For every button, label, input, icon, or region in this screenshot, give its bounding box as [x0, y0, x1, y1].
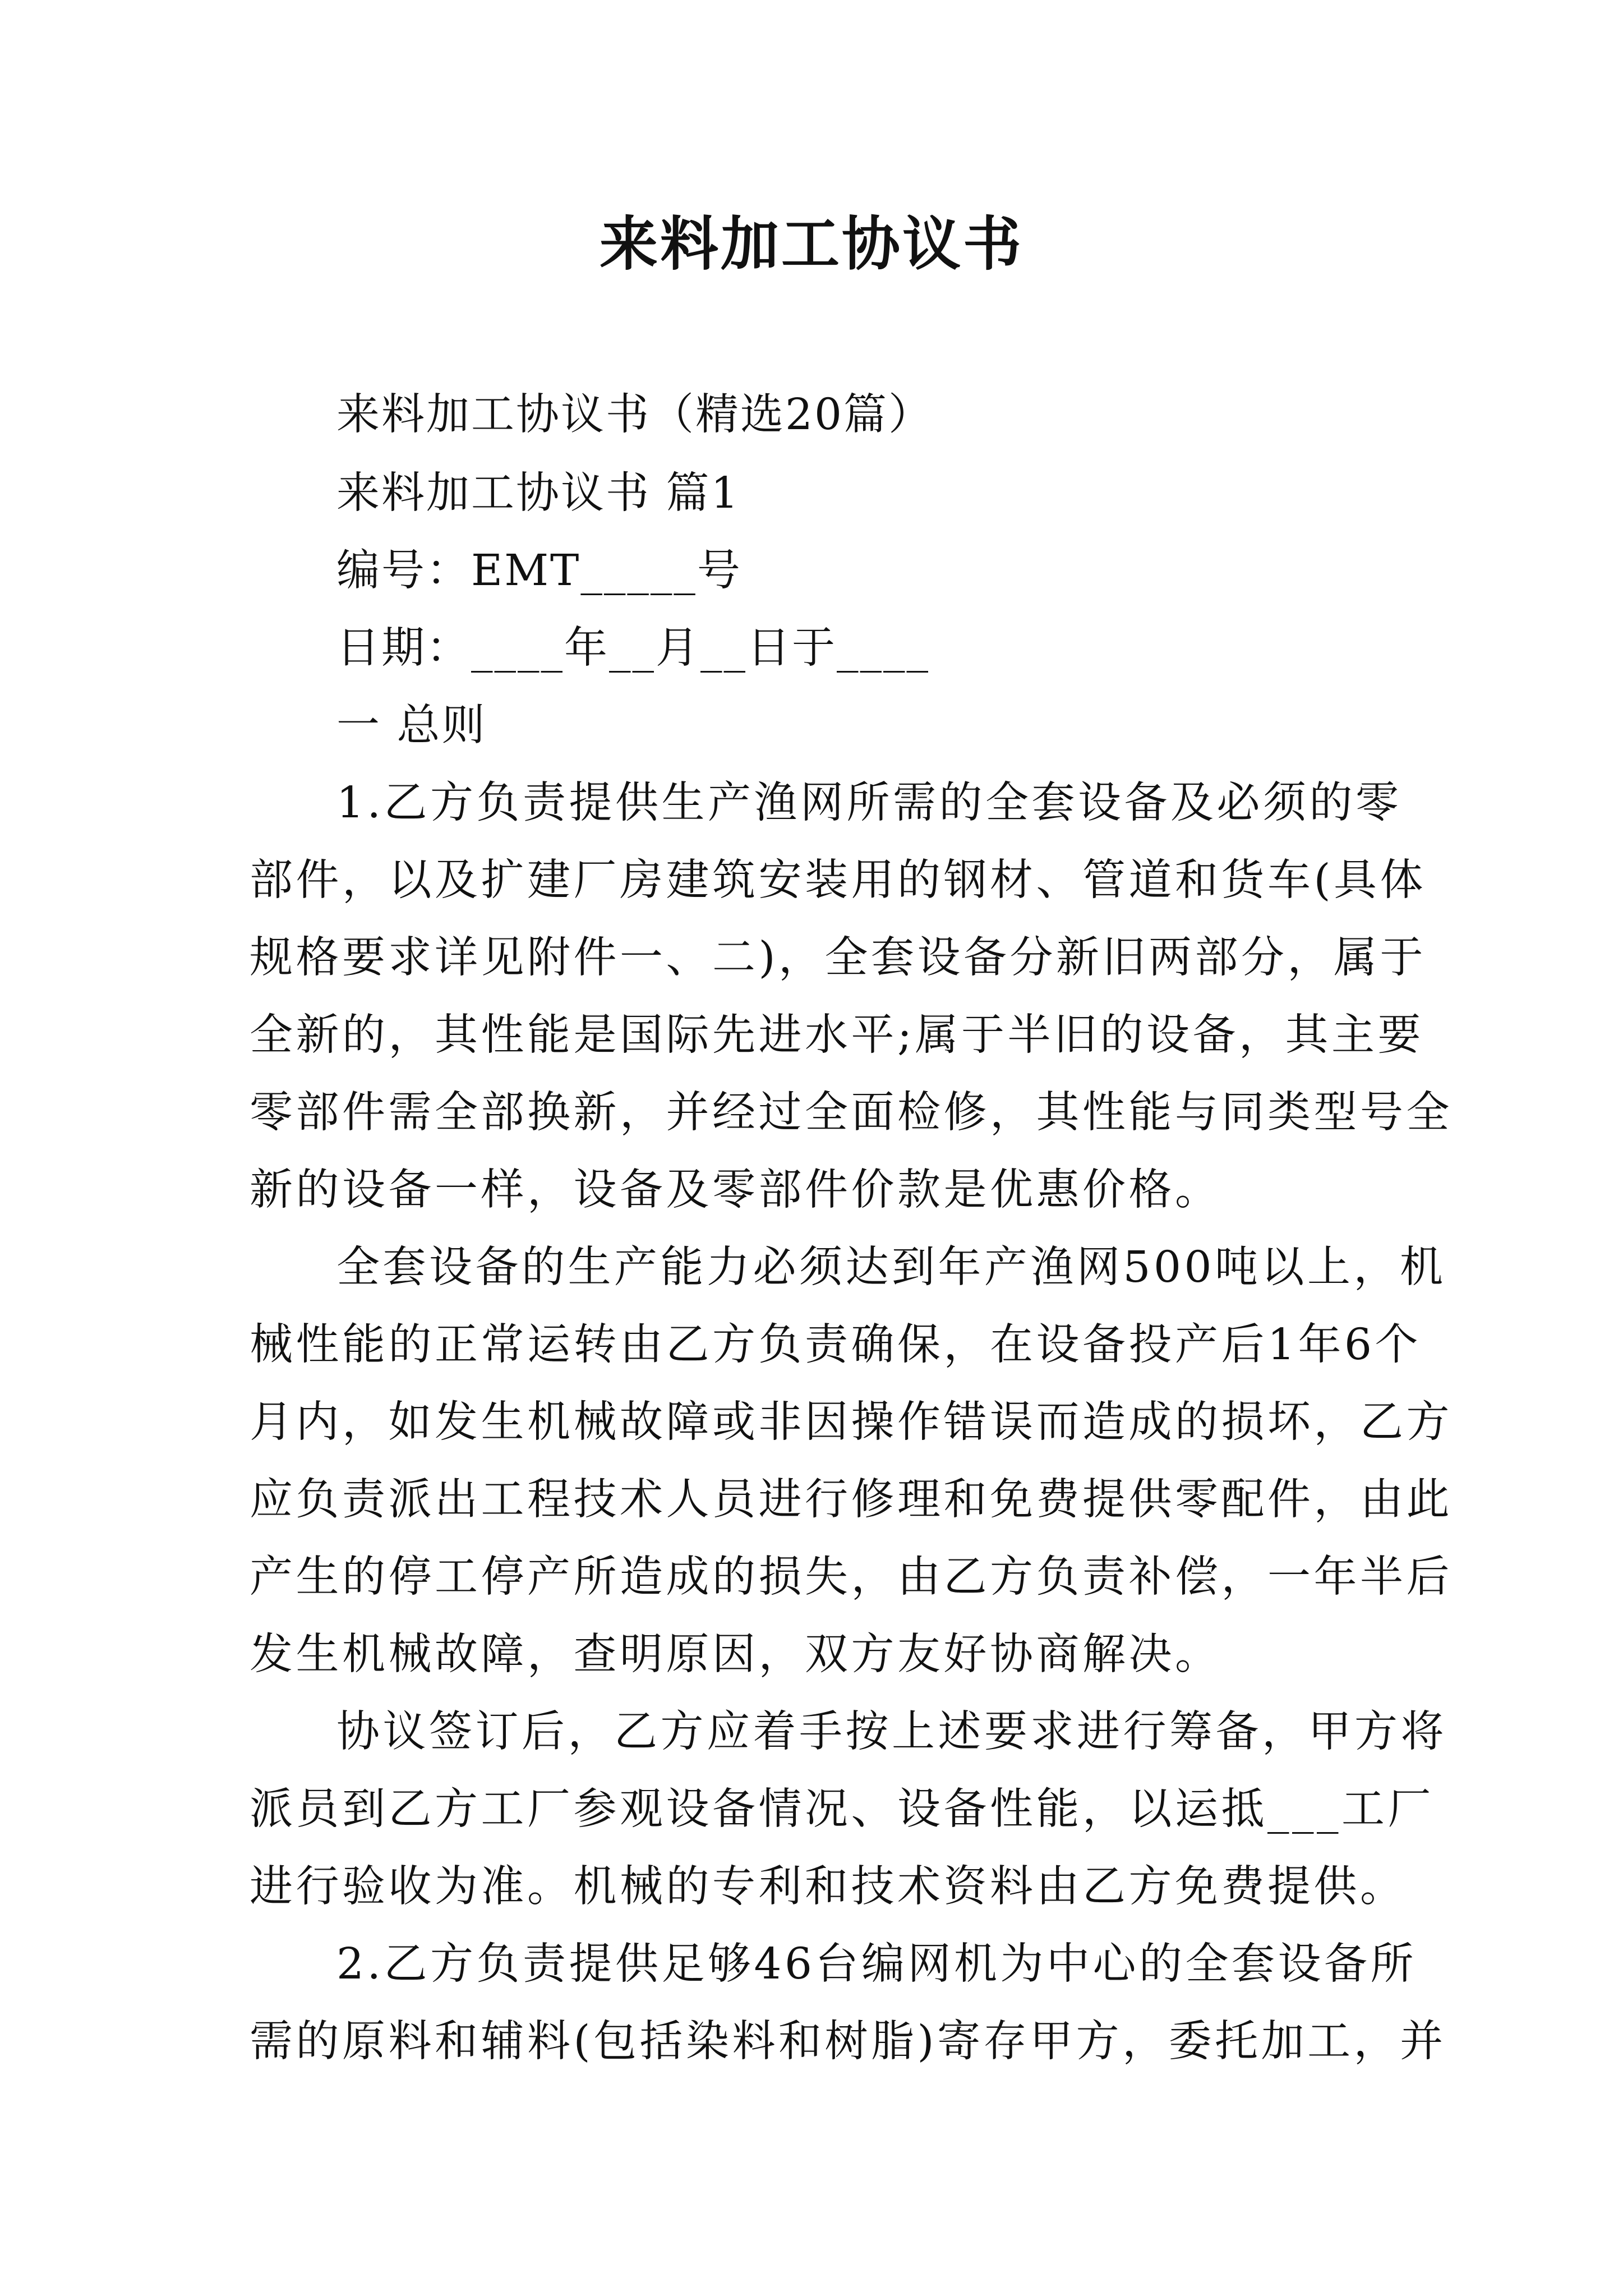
paragraph-line: 新的设备一样，设备及零部件价款是优惠价格。: [250, 1165, 1221, 1215]
paragraph-line: 产生的停工停产所造成的损失，由乙方负责补偿，一年半后: [250, 1552, 1453, 1602]
paragraph-line: 全套设备的生产能力必须达到年产渔网500吨以上，机: [336, 1243, 1446, 1292]
document-title: 来料加工协议书: [599, 209, 1023, 278]
paragraph-line: 2.乙方负责提供足够46台编网机为中心的全套设备所: [336, 1939, 1417, 1989]
date-line: 日期：____年__月__日于____: [336, 623, 930, 673]
paragraph-line: 规格要求详见附件一、二)，全套设备分新旧两部分，属于: [250, 933, 1427, 983]
paragraph-line: 需的原料和辅料(包括染料和树脂)寄存甲方，委托加工，并: [250, 2017, 1446, 2067]
section-heading: 来料加工协议书 篇1: [336, 468, 740, 518]
document-subtitle: 来料加工协议书（精选20篇）: [336, 390, 933, 440]
paragraph-line: 发生机械故障，查明原因，双方友好协商解决。: [250, 1630, 1221, 1680]
paragraph-line: 应负责派出工程技术人员进行修理和免费提供零配件，由此: [250, 1475, 1453, 1525]
paragraph-line: 部件，以及扩建厂房建筑安装用的钢材、管道和货车(具体: [250, 855, 1427, 905]
paragraph-line: 月内，如发生机械故障或非因操作错误而造成的损坏，乙方: [250, 1397, 1453, 1447]
paragraph-line: 派员到乙方工厂参观设备情况、设备性能，以运抵___工厂: [250, 1784, 1434, 1834]
paragraph-line: 全新的，其性能是国际先进水平;属于半旧的设备，其主要: [250, 1010, 1424, 1060]
paragraph-line: 进行验收为准。机械的专利和技术资料由乙方免费提供。: [250, 1862, 1407, 1912]
paragraph-line: 零部件需全部换新，并经过全面检修，其性能与同类型号全: [250, 1088, 1453, 1138]
paragraph-line: 1.乙方负责提供生产渔网所需的全套设备及必须的零: [336, 778, 1402, 828]
number-line: 编号：EMT_____号: [336, 546, 742, 596]
paragraph-line: 协议签订后，乙方应着手按上述要求进行筹备，甲方将: [336, 1707, 1447, 1757]
paragraph-line: 械性能的正常运转由乙方负责确保，在设备投产后1年6个: [250, 1320, 1421, 1370]
chapter-heading: 一 总则: [336, 701, 487, 751]
